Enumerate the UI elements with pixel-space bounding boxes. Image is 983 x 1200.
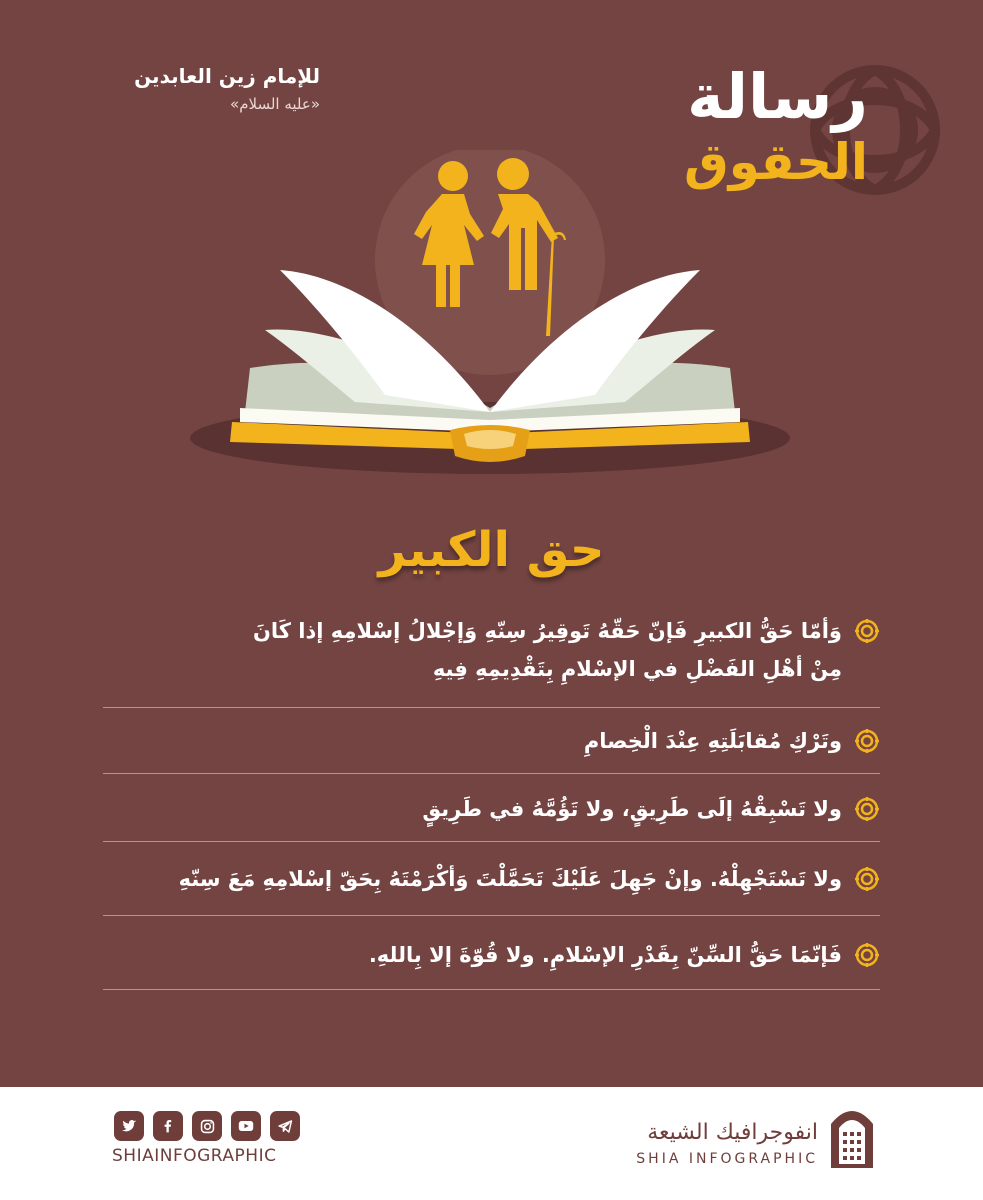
rule-text: فَإنّمَا حَقُّ السِّنّ بِقَدْرِ الإسْلامِ. ولا قُوّةَ إلا بِاللهِ. — [368, 943, 842, 967]
rule-text: ولا تَسْبِقْهُ إلَى طَرِيقٍ، ولا تَؤُمَّهُ في طَرِيقٍ — [422, 797, 842, 821]
section-heading: حق الكبير — [378, 522, 605, 578]
ornament-bullet-icon — [854, 796, 880, 822]
rule-text: ولا تَسْتَجْهِلْهُ. وإنْ جَهِلَ عَلَيْكَ تَحَمَّلْتَ وَأكْرَمْتَهُ بِحَقّ إسْلامِهِ مَعَ سِنّهِ — [178, 867, 842, 891]
list-item — [103, 774, 880, 842]
author-honorific: «عليه السلام» — [230, 95, 320, 113]
ornament-bullet-icon — [854, 728, 880, 754]
rule-text-continued: مِنْ أهْلِ الفَضْلِ في الإسْلامِ بِتَقْدِيمِهِ فِيهِ — [432, 657, 842, 681]
facebook-icon[interactable] — [153, 1111, 183, 1141]
rights-list — [103, 600, 880, 990]
list-item — [103, 600, 880, 708]
brand-name-arabic: انفوجرافيك الشيعة — [647, 1120, 818, 1145]
youtube-icon[interactable] — [231, 1111, 261, 1141]
twitter-icon[interactable] — [114, 1111, 144, 1141]
list-item — [103, 842, 880, 916]
list-item — [103, 916, 880, 990]
brand-name-english: SHIA INFOGRAPHIC — [636, 1151, 818, 1167]
open-book-illustration — [180, 150, 800, 480]
rule-text: وَأمّا حَقُّ الكبيرِ فَإنّ حَقّهُ تَوقِيرُ سِنّهِ وَإجْلالُ إسْلامِهِ إذا كَانَ — [252, 619, 842, 643]
ornament-bullet-icon — [854, 942, 880, 968]
instagram-icon[interactable] — [192, 1111, 222, 1141]
telegram-icon[interactable] — [270, 1111, 300, 1141]
brand-logo-icon — [827, 1102, 877, 1168]
social-links — [114, 1111, 300, 1141]
ornament-bullet-icon — [854, 618, 880, 644]
social-handle: SHIAINFOGRAPHIC — [112, 1146, 277, 1166]
list-item — [103, 708, 880, 774]
ornament-bullet-icon — [854, 866, 880, 892]
poster-title: رسالة — [687, 60, 868, 133]
rule-text: وتَرْكِ مُقابَلَتِهِ عِنْدَ الْخِصامِ — [583, 729, 842, 753]
poster-subtitle: الحقوق — [684, 133, 868, 191]
author-name: للإمام زين العابدين — [134, 64, 320, 88]
